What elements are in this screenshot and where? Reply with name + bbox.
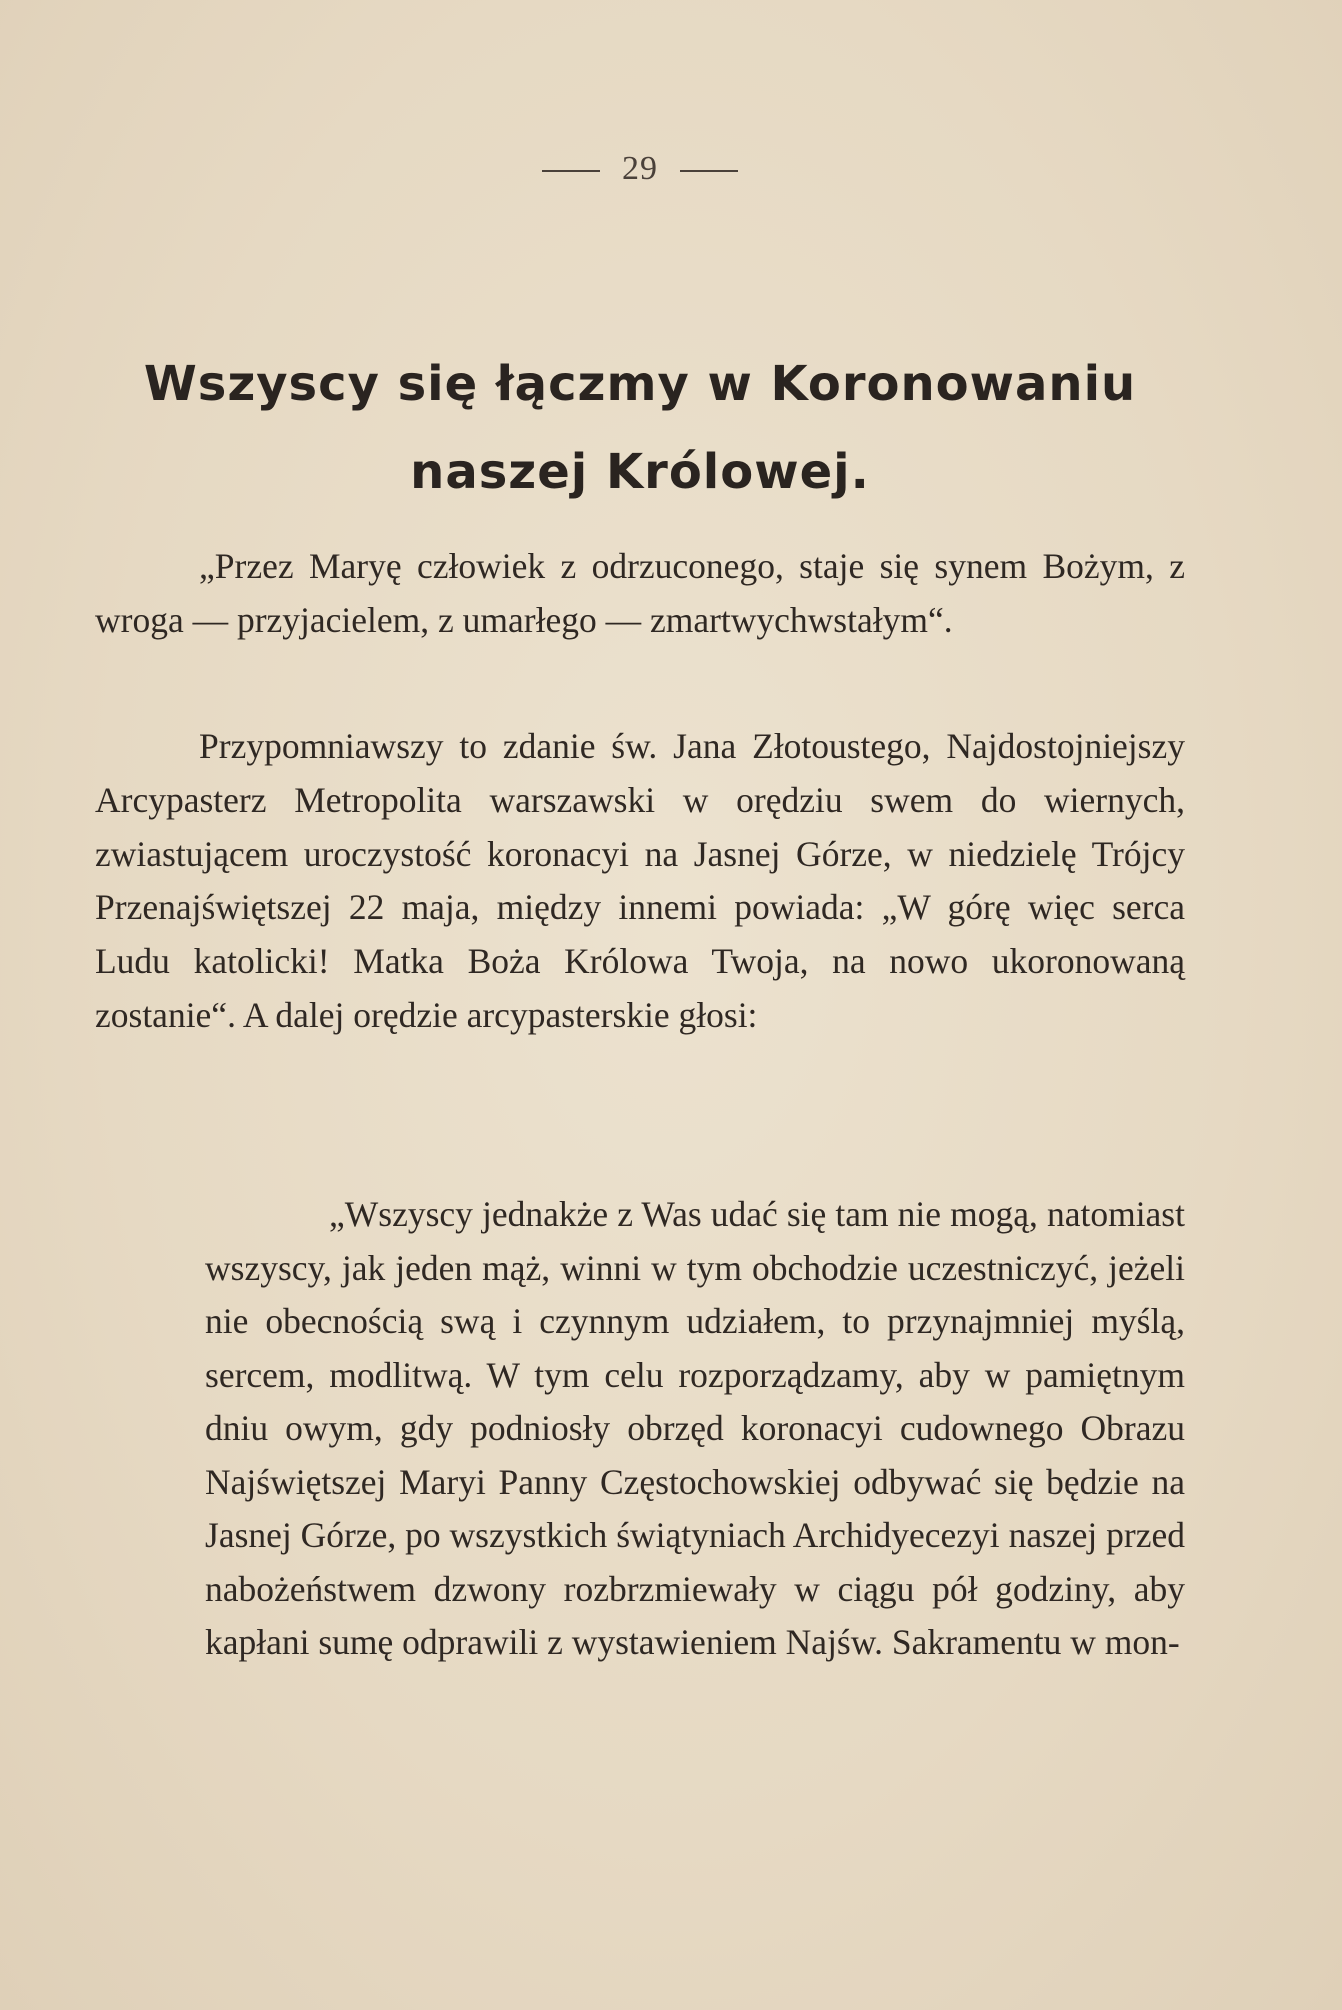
page-number (95, 150, 1185, 188)
dash-left (542, 170, 600, 172)
chapter-title (95, 340, 1185, 516)
chapter-title-line-2: naszej Królowej. (410, 444, 870, 500)
quoted-passage: „Wszyscy jednakże z Was udać się tam nie mogą, natomiast wszyscy, jak jeden mąż, winni w tym obchodzie uczestniczyć, jeżeli nie obecnością swą i czynnym udziałem, to przynajmniej myślą, sercem, modlitwą. W tym celu rozporządzamy, aby w pamiętnym dniu owym, gdy podniosły obrzęd koronacyi cudownego Obrazu Najświętszej Maryi Panny Częstochowskiej odbywać się będzie na Jasnej Górze, po wszystkich świątyniach Archidyecezyi naszej przed nabożeństwem dzwony rozbrzmiewały w ciągu pół godziny, aby kapłani sumę odprawili z wystawieniem Najśw. Sakramentu w mon- (205, 1194, 1185, 1662)
page-number-value: 29 (622, 150, 658, 187)
paragraph-2-text: Przypomniawszy to zdanie św. Jana Złotoustego, Najdostojniejszy Arcypasterz Metropolita warszawski w orędziu swem do wiernych, zwiastującem uroczystość koronacyi na Jasnej Górze, w niedzielę Trójcy Przenajświętszej 22 maja, między innemi powiada: „W górę więc serca Ludu katolicki! Matka Boża Królowa Twoja, na nowo ukoronowaną zostanie“. A dalej orędzie arcypasterskie głosi: (95, 726, 1185, 1035)
paragraph-2 (95, 720, 1185, 1043)
paragraph-1 (95, 540, 1185, 648)
dash-right (680, 170, 738, 172)
paragraph-1-text: „Przez Maryę człowiek z odrzuconego, staje się synem Bożym, z wroga — przyjacielem, z umarłego — zmartwychwstałym“. (95, 546, 1185, 640)
chapter-title-line-1: Wszyscy się łączmy w Koronowaniu (143, 356, 1137, 412)
